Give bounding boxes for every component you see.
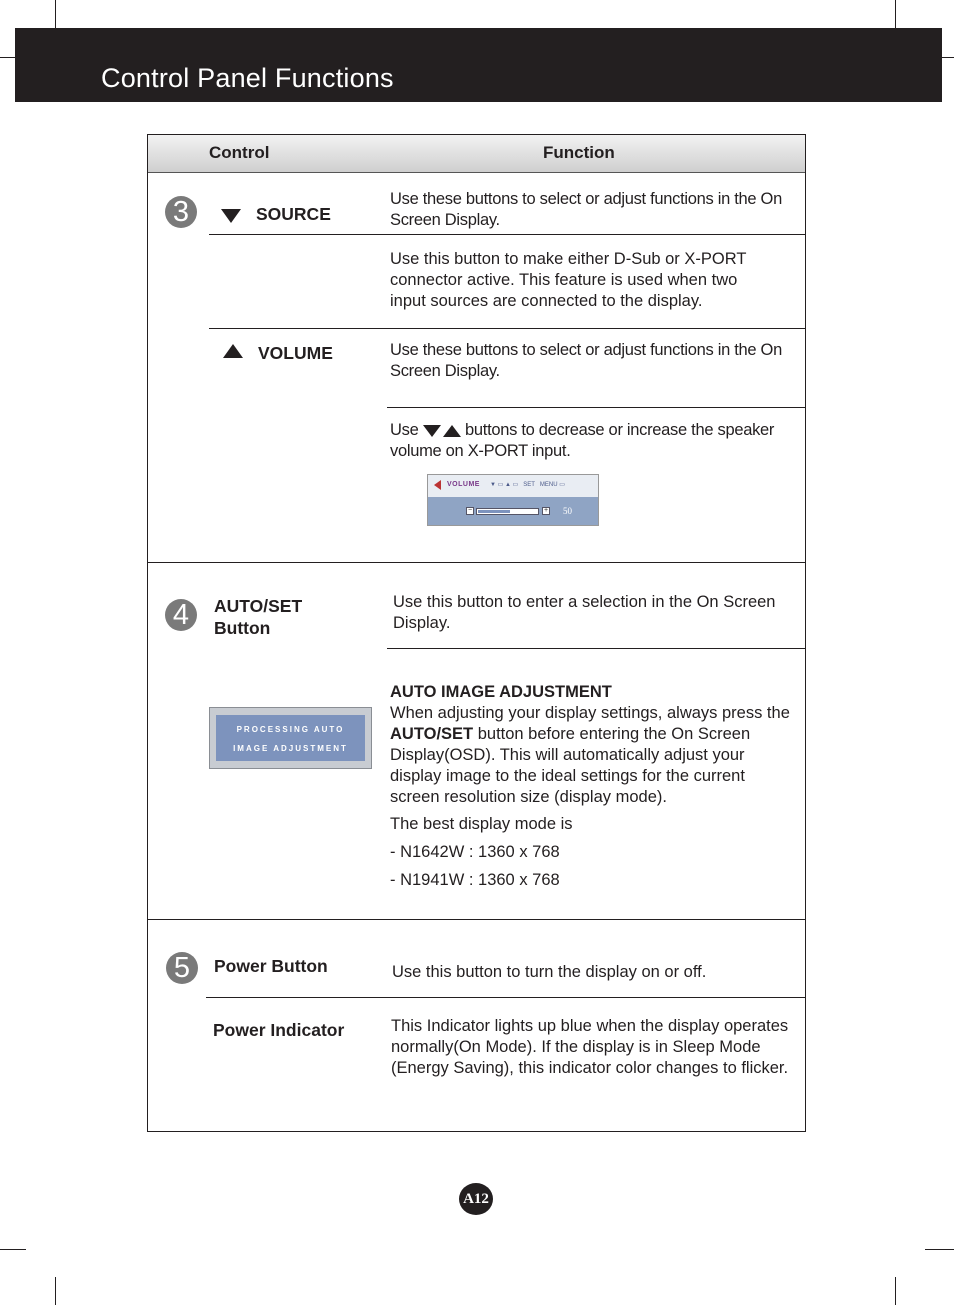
- section-number-3: 3: [165, 196, 197, 228]
- crop-mark: [55, 1277, 56, 1305]
- up-arrow-icon: [443, 425, 461, 437]
- adj-text-bold: AUTO/SET: [390, 725, 474, 743]
- auto-set-label-line2: Button: [214, 618, 271, 638]
- volume-osd: [427, 474, 599, 526]
- page-title: Control Panel Functions: [101, 63, 394, 93]
- header-function: Function: [543, 143, 615, 162]
- volume-desc-osd: Use these buttons to select or adjust functions in the On Screen Display.: [390, 341, 782, 380]
- auto-set-label: [214, 595, 302, 639]
- best-mode-text: The best display mode is: [390, 815, 573, 833]
- volume-desc-suffix: buttons to decrease or increase the speaker volume on X-PORT input.: [390, 421, 775, 460]
- volume-value: 50: [563, 506, 572, 516]
- auto-image-adjustment-text: [390, 703, 798, 808]
- power-indicator-desc: This Indicator lights up blue when the display operates normally(On Mode). If the display is in Sleep Mode (Energy Saving), this indicator color changes to flicker.: [391, 1017, 789, 1077]
- crop-mark: [895, 1277, 896, 1305]
- auto-set-label-line1: AUTO/SET: [214, 596, 303, 616]
- adj-text-post: button before entering the On Screen Display(OSD). This will automatically adjust your display image to the ideal settings for the current screen resolution size (display mode).: [390, 725, 751, 806]
- crop-mark: [942, 57, 954, 58]
- row-divider: [206, 997, 806, 998]
- section-divider: [148, 562, 805, 563]
- osd-volume-label: VOLUME: [447, 481, 480, 488]
- crop-mark: [925, 1249, 954, 1250]
- crop-mark: [55, 0, 56, 28]
- processing-osd-line1: PROCESSING AUTO: [236, 725, 345, 734]
- auto-set-desc: Use this button to enter a selection in the On Screen Display.: [393, 593, 776, 632]
- section-number-5: 5: [166, 952, 198, 984]
- mode-item: - N1941W : 1360 x 768: [390, 871, 560, 889]
- row-divider: [209, 328, 806, 329]
- minus-icon: −: [467, 507, 473, 514]
- volume-desc-speaker: [390, 420, 795, 462]
- crop-mark: [0, 1249, 26, 1250]
- section-divider: [148, 919, 805, 920]
- crop-mark: [895, 0, 896, 28]
- section-number-4: 4: [165, 599, 197, 631]
- row-divider: [387, 648, 806, 649]
- volume-level-bar: [476, 508, 539, 515]
- processing-osd-panel: [216, 715, 365, 761]
- source-label: SOURCE: [256, 204, 331, 224]
- source-desc-osd: Use these buttons to select or adjust functions in the On Screen Display.: [390, 190, 782, 229]
- page-number-badge: A12: [459, 1183, 493, 1215]
- adj-text-pre: When adjusting your display settings, always press the: [390, 704, 790, 722]
- auto-image-adjustment-heading: AUTO IMAGE ADJUSTMENT: [390, 683, 612, 701]
- processing-osd: [209, 707, 372, 769]
- row-divider: [209, 234, 806, 235]
- mode-item: - N1642W : 1360 x 768: [390, 843, 560, 861]
- volume-label: VOLUME: [258, 343, 333, 363]
- osd-set-label: SET: [523, 482, 535, 488]
- speaker-icon: [434, 480, 441, 490]
- header-control: Control: [209, 143, 270, 162]
- down-arrow-icon: [423, 425, 441, 437]
- plus-icon: +: [543, 507, 549, 514]
- power-button-desc: Use this button to turn the display on or off.: [392, 963, 707, 981]
- osd-menu-label: MENU: [539, 482, 558, 488]
- row-divider: [387, 407, 806, 408]
- osd-controls: ▼ ▭ ▲ ▭ SET MENU ▭: [490, 482, 565, 488]
- volume-level-fill: [478, 510, 510, 513]
- down-arrow-icon: [221, 209, 241, 228]
- volume-desc-prefix: Use: [390, 421, 419, 439]
- power-indicator-label: Power Indicator: [213, 1020, 345, 1040]
- source-desc-connector: Use this button to make either D-Sub or X-PORT connector active. This feature is used when two input sources are connected to the display.: [390, 250, 747, 310]
- auto-image-adjustment-block: [390, 682, 798, 891]
- processing-osd-line2: IMAGE ADJUSTMENT: [233, 744, 348, 753]
- up-arrow-icon: [223, 344, 243, 363]
- power-button-label: Power Button: [214, 956, 328, 976]
- crop-mark: [0, 57, 15, 58]
- osd-toolbar: [428, 475, 598, 497]
